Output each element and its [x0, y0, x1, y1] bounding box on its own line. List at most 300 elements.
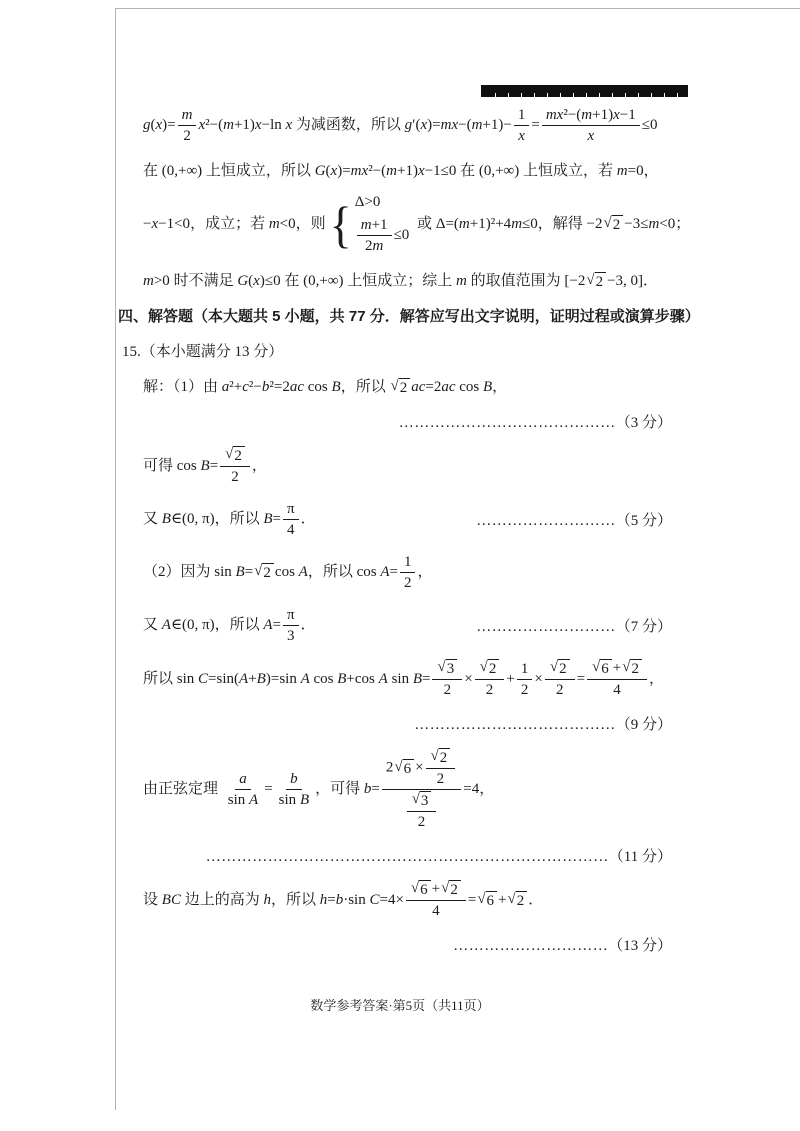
math-run: + [498, 891, 507, 908]
math-run: × [534, 670, 543, 687]
math-run: 2 [485, 682, 494, 699]
math-run: −2 [586, 215, 603, 232]
radicand [558, 659, 570, 678]
radicand [600, 659, 612, 678]
text-run: ， [479, 781, 495, 798]
sqrt-radical [411, 880, 431, 899]
line-content [143, 880, 544, 920]
line-content [143, 379, 507, 395]
function-name: ln [270, 116, 282, 133]
text-run: ， [251, 457, 267, 474]
line-content [143, 273, 658, 289]
radical-sign-icon: √ [507, 890, 516, 907]
text-run: 所以 [143, 670, 177, 687]
numerator [357, 216, 392, 236]
math-run: m [456, 273, 467, 289]
math-run: =4 [463, 781, 480, 798]
math-run: + [506, 670, 515, 687]
numerator [407, 791, 437, 812]
line-content [414, 717, 672, 733]
radical-sign-icon: √ [225, 446, 234, 463]
denominator [433, 769, 449, 788]
math-run: 2 [612, 217, 621, 233]
radicand [419, 880, 431, 899]
math-run: B= [263, 511, 282, 528]
text-run: ， [643, 163, 659, 179]
text-line [143, 106, 690, 145]
text-line [143, 713, 690, 734]
fraction [357, 216, 392, 255]
math-run: B∈(0, π) [161, 511, 215, 528]
function-name: cos [459, 379, 480, 396]
radicand [612, 215, 624, 234]
text-line [143, 375, 690, 397]
math-run: sin B [278, 792, 310, 809]
math-run: 2 [595, 274, 604, 291]
math-run: 1 [517, 107, 526, 123]
denominator [224, 790, 262, 809]
math-run: + [431, 881, 441, 898]
math-run: 6 [486, 892, 495, 909]
text-line [143, 500, 690, 539]
numerator [545, 659, 575, 680]
text-run: ． [528, 891, 544, 908]
denominator [517, 680, 533, 699]
text-run: 15.（本小题满分 13 分） [122, 344, 284, 361]
dotted-leader: ……………………… [476, 513, 616, 530]
numerator [514, 106, 530, 126]
text-run: （13 分） [608, 938, 672, 955]
text-run: 解：（1）由 [143, 379, 222, 396]
denominator [609, 680, 625, 699]
text-run: 在 [143, 163, 162, 179]
math-run: m<0 [268, 215, 296, 232]
line-content [143, 606, 316, 645]
radical-sign-icon: √ [441, 880, 450, 897]
function-name: cos [176, 457, 197, 474]
text-line [143, 845, 690, 866]
dotted-leader: ………………………………… [414, 717, 616, 734]
math-run: h [263, 891, 271, 908]
math-run: 6 [420, 882, 428, 899]
sqrt-radical [550, 659, 570, 678]
text-run: 边上的高为 [180, 891, 264, 908]
denominator [401, 790, 443, 831]
text-run: 在 [456, 163, 479, 179]
text-run: 或 [413, 215, 436, 232]
radicand [262, 563, 274, 582]
sqrt-radical [604, 215, 624, 234]
text-run: ，所以 [340, 379, 390, 396]
math-run: a²+c²−b²=2ac cos B [221, 379, 341, 396]
sqrt-radical [437, 659, 457, 678]
function-name: cos [307, 379, 328, 396]
fraction [220, 446, 250, 486]
math-run: 2 [488, 661, 497, 678]
denominator [583, 126, 598, 145]
text-run: ， [648, 670, 664, 687]
math-run: 3 [446, 661, 455, 678]
math-run: BC [161, 891, 181, 908]
math-run: 4 [432, 903, 440, 920]
line-content [118, 308, 700, 325]
math-run: 2 [559, 661, 567, 678]
denominator [482, 680, 498, 699]
text-run: （7 分） [615, 619, 672, 636]
text-run: ，成立；若 [190, 215, 269, 232]
line-content [143, 194, 691, 254]
case-row [355, 194, 381, 211]
math-run: G(x)=mx²−(m+1)x−1≤0 [314, 163, 457, 179]
numerator [426, 748, 456, 769]
math-run: sin C=sin(A+B) [176, 670, 271, 687]
math-run: 2 [555, 682, 564, 699]
text-line [143, 159, 690, 180]
left-brace-icon: { [329, 196, 352, 253]
fraction [275, 770, 313, 809]
sqrt-radical [508, 891, 528, 910]
radical-sign-icon: √ [410, 880, 420, 897]
fraction [475, 659, 505, 699]
numerator [220, 446, 250, 467]
fraction [382, 748, 461, 831]
sqrt-radical [412, 791, 432, 810]
math-run: 2 [443, 682, 452, 699]
numerator [400, 553, 416, 573]
math-run: G(x)≤0 [237, 273, 281, 289]
text-run: ； [675, 215, 691, 232]
radicand [516, 891, 528, 910]
math-run: =sin A cos B+cos A sin B= [270, 670, 431, 687]
sqrt-radical [394, 759, 414, 778]
text-line [143, 659, 690, 699]
text-run: 上恒成立，所以 [202, 163, 315, 179]
fraction [432, 659, 462, 699]
math-run: = [264, 781, 273, 798]
math-run: 2 [403, 575, 412, 592]
sqrt-radical [622, 659, 642, 678]
math-run: −3≤m<0 [624, 215, 676, 232]
sqrt-radical [254, 563, 274, 582]
radicand [486, 891, 498, 910]
text-run: ，可得 [315, 781, 364, 798]
text-run: 的取值范围为 [466, 273, 565, 289]
fraction [545, 659, 575, 699]
math-run: 2 [234, 448, 242, 465]
text-run: （3 分） [615, 415, 672, 432]
math-run: (0,+∞) [478, 163, 520, 179]
fraction [400, 553, 416, 592]
function-name: sin [391, 670, 410, 687]
radicand [439, 748, 451, 767]
sqrt-radical [441, 880, 461, 899]
text-run: ． [300, 511, 316, 528]
text-run: 由正弦定理 [143, 781, 222, 798]
text-line [143, 880, 690, 920]
page-footer: 数学参考答案·第5页（共11页） [310, 998, 490, 1013]
text-line [118, 305, 700, 326]
math-run: 1 [520, 660, 529, 677]
math-run: −3, 0] [607, 273, 644, 289]
numerator [382, 748, 461, 790]
math-run: ≤0 [641, 116, 658, 133]
numerator [178, 106, 197, 126]
function-name: sin [176, 670, 195, 687]
text-line [143, 748, 690, 831]
line-content [143, 446, 267, 486]
math-run: × [415, 759, 424, 776]
fraction [542, 106, 640, 145]
math-run: x [518, 128, 525, 144]
function-name: cos [313, 670, 334, 687]
math-run: 2m [364, 238, 384, 254]
function-name: cos [274, 564, 295, 581]
dotted-leader: …………………………………………………………………… [205, 849, 609, 866]
line-content [143, 659, 664, 699]
sqrt-radical [586, 272, 606, 291]
text-run: ，则 [295, 215, 326, 232]
math-run: A∈(0, π) [161, 617, 215, 634]
math-run: 2 [385, 759, 394, 776]
math-run: = [576, 670, 586, 687]
math-run: g′(x)=mx−(m+1)− [404, 116, 512, 133]
text-line [122, 340, 690, 361]
text-line [143, 411, 690, 432]
math-run: 2 [263, 565, 271, 582]
radicand [488, 659, 500, 678]
sqrt-radical [431, 748, 451, 767]
function-name: sin [214, 564, 232, 581]
math-run: a [239, 771, 247, 788]
math-run: 2 [520, 681, 529, 698]
radical-sign-icon: √ [592, 659, 601, 676]
math-run: 2 [439, 750, 448, 767]
radicand [446, 659, 458, 678]
sqrt-radical [477, 891, 497, 910]
numerator [517, 660, 533, 680]
radical-sign-icon: √ [430, 748, 439, 765]
denominator [440, 680, 456, 699]
dotted-leader: …………………………………… [398, 415, 616, 432]
fraction [517, 660, 533, 699]
denominator [283, 626, 299, 645]
function-name: sin [279, 670, 297, 687]
text-run: （2）因为 [143, 564, 215, 581]
case-row [355, 216, 410, 255]
math-run: cos A= [356, 564, 398, 581]
numerator [283, 500, 299, 520]
radicand [399, 378, 411, 397]
numerator [235, 770, 251, 790]
denominator [361, 236, 387, 255]
math-run: 2 [417, 814, 426, 831]
math-run: m>0 [143, 273, 170, 289]
text-run: 在 [280, 273, 304, 289]
text-run: ，所以 [214, 617, 264, 634]
math-run: 4 [613, 682, 621, 699]
text-line [143, 269, 690, 291]
numerator [587, 659, 647, 680]
math-run: m=0 [616, 163, 644, 179]
fraction [224, 770, 262, 809]
line-content [143, 500, 316, 539]
radicand [449, 880, 461, 899]
math-run: 2 [231, 469, 239, 486]
denominator [179, 126, 195, 145]
text-line [143, 446, 690, 486]
math-run: (0,+∞) [303, 273, 344, 289]
numerator [475, 659, 505, 680]
fraction [514, 106, 530, 145]
denominator [227, 467, 243, 486]
text-run: （11 分） [608, 849, 672, 866]
math-run: 2 [183, 128, 191, 144]
math-run: sin B= [214, 564, 254, 581]
radicand [233, 446, 245, 465]
math-run: 2 [516, 892, 525, 909]
math-run: m [181, 107, 193, 123]
math-run: cos A [274, 564, 308, 581]
text-run: 设 [143, 891, 162, 908]
math-run: π [287, 501, 295, 518]
denominator [414, 812, 430, 831]
text-run: 时不满足 [169, 273, 238, 289]
math-run: [−2 [564, 273, 586, 289]
fraction [426, 748, 456, 788]
radical-sign-icon: √ [411, 791, 420, 808]
denominator [428, 901, 444, 920]
math-run: mx²−(m+1)x−1 [545, 107, 636, 123]
sqrt-radical [390, 378, 410, 397]
function-name: sin [227, 792, 246, 809]
math-run: x²−(m+1)x−ln x [198, 116, 293, 133]
radical-sign-icon: √ [622, 659, 631, 676]
numerator [286, 770, 302, 790]
radical-sign-icon: √ [479, 659, 488, 676]
math-run: cos B= [176, 457, 219, 474]
line-content [143, 163, 659, 179]
math-run: A= [263, 617, 282, 634]
denominator [552, 680, 568, 699]
fraction [587, 659, 647, 699]
radicand [630, 659, 642, 678]
cases-group [330, 194, 410, 255]
math-run: h=b·sin C=4× [319, 891, 404, 908]
function-name: sin [348, 891, 366, 908]
function-name: sin [216, 670, 235, 687]
text-run: ，所以 [270, 891, 320, 908]
fraction [283, 500, 299, 539]
text-run: 为减函数，所以 [292, 116, 405, 133]
fraction [178, 106, 197, 145]
line-content [453, 938, 672, 954]
radical-sign-icon: √ [254, 563, 263, 580]
sqrt-radical [480, 659, 500, 678]
line-content [122, 344, 283, 360]
line-content [143, 107, 658, 144]
numerator [542, 106, 640, 126]
math-run: 3 [287, 628, 295, 645]
math-run: x [587, 128, 595, 144]
math-run: = [467, 891, 477, 908]
text-run: （9 分） [615, 717, 672, 734]
fraction [407, 791, 437, 831]
math-run: 3 [420, 793, 429, 810]
text-run: ． [643, 273, 659, 289]
radical-sign-icon: √ [549, 659, 559, 676]
radicand [420, 791, 432, 810]
math-run: 4 [287, 522, 295, 539]
radical-sign-icon: √ [586, 272, 595, 289]
math-run: b= [363, 781, 380, 798]
text-run: ，解得 [537, 215, 587, 232]
score-label-group [476, 615, 690, 636]
math-run: Δ>0 [354, 194, 381, 210]
text-run: 四、解答题（本大题共 5 小题，共 77 分．解答应写出文字说明，证明过程或演算步骤） [118, 308, 700, 326]
math-run: = [531, 116, 540, 133]
denominator [283, 520, 299, 539]
fraction [283, 606, 299, 645]
text-run: ，所以 [307, 564, 357, 581]
text-run: 又 [143, 511, 162, 528]
text-run: ， [417, 564, 433, 581]
text-run: 上恒成立；综上 [343, 273, 457, 289]
math-run: Δ=(m+1)²+4m≤0 [435, 215, 538, 232]
line-content [206, 849, 672, 865]
math-run: ac=2ac cos B [411, 379, 493, 396]
math-run: 2 [399, 380, 408, 397]
text-run: 可得 [143, 457, 177, 474]
math-run: × [464, 670, 473, 687]
denominator [275, 790, 313, 809]
math-run: 6 [403, 760, 412, 777]
line-content [143, 748, 495, 831]
text-run: ，所以 [214, 511, 264, 528]
math-run: 2 [631, 661, 639, 678]
function-name: cos [354, 670, 375, 687]
text-line [143, 553, 690, 592]
line-content [399, 415, 672, 431]
numerator [432, 659, 462, 680]
numerator [406, 880, 466, 901]
math-run: sin A [227, 792, 259, 809]
function-name: cos [356, 564, 377, 581]
math-run: 6 [601, 661, 609, 678]
math-run: + [612, 660, 622, 677]
radical-sign-icon: √ [477, 890, 486, 907]
score-label-group [476, 509, 690, 530]
radical-sign-icon: √ [394, 758, 403, 775]
math-run: m+1 [360, 217, 388, 233]
radical-sign-icon: √ [603, 215, 612, 231]
dotted-leader: ……………………… [476, 619, 616, 636]
line-content [143, 554, 433, 592]
text-run: ． [300, 617, 316, 634]
radical-sign-icon: √ [390, 378, 399, 395]
dotted-leader: ………………………… [453, 938, 609, 955]
radicand [595, 272, 607, 291]
text-run: 又 [143, 617, 162, 634]
text-run: （5 分） [615, 513, 672, 530]
function-name: sin [278, 792, 297, 809]
math-run: (0,+∞) [161, 163, 203, 179]
cases-rows [355, 194, 410, 255]
text-line [143, 606, 690, 645]
math-run: π [287, 607, 295, 624]
text-line [143, 194, 690, 255]
math-run: −x−1<0 [143, 215, 191, 232]
math-run: 2 [436, 771, 445, 788]
